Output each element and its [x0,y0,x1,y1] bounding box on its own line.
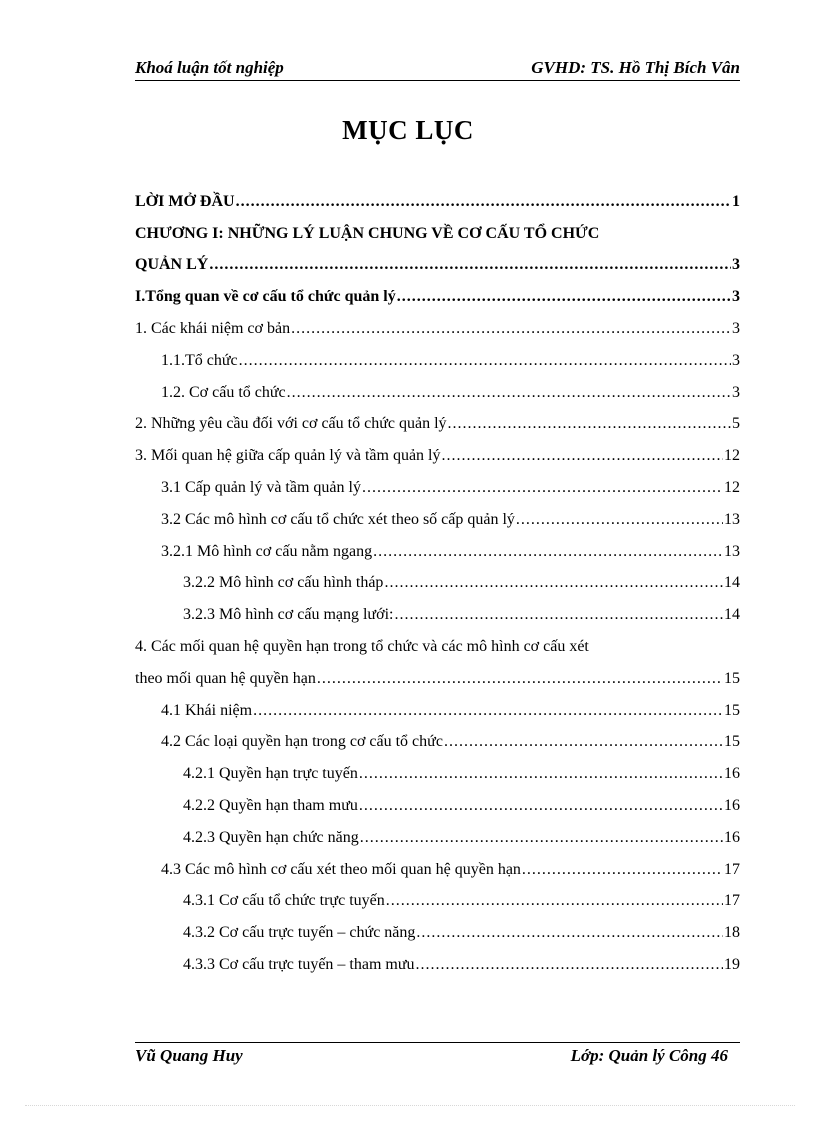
toc-entry-4-cont[interactable] [135,663,740,695]
page-footer [135,1042,740,1069]
toc-entry-page: 16 [724,797,740,815]
toc-entry-page: 12 [724,479,740,497]
toc-entry-page: 3 [732,320,740,338]
toc-entry-text: 2. Những yêu cầu đối với cơ cấu tổ chức quản lý [135,415,447,433]
toc-entry-text: 3. Mối quan hệ giữa cấp quản lý và tầm quản lý [135,447,441,465]
toc-entry-text: 4.3 Các mô hình cơ cấu xét theo mối quan hệ quyền hạn [161,860,521,878]
toc-entry-page: 15 [724,733,740,751]
toc-entry-text: 3.2.1 Mô hình cơ cấu nằm ngang [161,542,373,560]
toc-entry-page: 12 [724,447,740,465]
toc-entry-4-3[interactable] [135,854,740,886]
toc-entry-page: 3 [732,288,740,306]
toc-entry-1-1[interactable] [135,345,740,377]
toc-entry-page: 3 [732,351,740,369]
toc-entry-text: QUẢN LÝ [135,256,209,274]
footer-class: Lớp: Quản lý Công 46 [570,1046,728,1065]
toc-entry-chuong-1-cont[interactable] [135,250,740,282]
toc-entry-4-2[interactable] [135,727,740,759]
toc-entry-page: 13 [724,510,740,528]
toc-entry-text: 1.1.Tổ chức [161,351,238,369]
toc-entry-3-2[interactable] [135,504,740,536]
toc-entry-text: 3.2 Các mô hình cơ cấu tổ chức xét theo số cấp quản lý [161,510,515,528]
toc-entry-text: 4.3.3 Cơ cấu trực tuyến – tham mưu [183,956,415,974]
toc-entry-page: 14 [724,606,740,624]
toc-entry-page: 3 [732,383,740,401]
toc-entry-text: theo mối quan hệ quyền hạn [135,669,316,687]
toc-entry-3-2-3[interactable] [135,599,740,631]
toc-entry-page: 16 [724,765,740,783]
toc-entry-page: 16 [724,828,740,846]
toc-entry-text: 4.2 Các loại quyền hạn trong cơ cấu tổ chức [161,733,443,751]
toc-entry-1[interactable] [135,313,740,345]
toc-entry-page: 1 [732,192,740,210]
toc-entry-page: 19 [724,956,740,974]
table-of-contents [135,186,740,981]
toc-entry-4-1[interactable] [135,695,740,727]
toc-entry-4[interactable] [135,631,740,663]
toc-entry-page: 18 [724,924,740,942]
toc-entry-section-1[interactable] [135,281,740,313]
toc-entry-page: 17 [724,860,740,878]
header-advisor-label: GVHD: TS. Hồ Thị Bích Vân [531,58,740,77]
toc-entry-page: 5 [732,415,740,433]
toc-entry-4-2-3[interactable] [135,822,740,854]
toc-entry-text: 4.2.2 Quyền hạn tham mưu [183,797,358,815]
toc-entry-4-2-1[interactable] [135,758,740,790]
toc-entry-page: 17 [724,892,740,910]
toc-entry-loi-mo-dau[interactable] [135,186,740,218]
toc-entry-text: 4. Các mối quan hệ quyền hạn trong tổ chức và các mô hình cơ cấu xét [135,638,589,656]
toc-entry-text: 4.2.1 Quyền hạn trực tuyến [183,765,358,783]
toc-entry-page: 15 [724,669,740,687]
toc-entry-page: 3 [732,256,740,274]
toc-entry-3[interactable] [135,440,740,472]
toc-entry-3-1[interactable] [135,472,740,504]
toc-entry-text: 4.1 Khái niệm [161,701,253,719]
toc-entry-1-2[interactable] [135,377,740,409]
toc-entry-3-2-1[interactable] [135,536,740,568]
header-thesis-label: Khoá luận tốt nghiệp [135,58,284,77]
toc-entry-text: 1. Các khái niệm cơ bản [135,320,291,338]
toc-entry-page: 13 [724,542,740,560]
toc-entry-text: 4.2.3 Quyền hạn chức năng [183,828,359,846]
toc-entry-4-3-2[interactable] [135,917,740,949]
toc-entry-text: 3.1 Cấp quản lý và tầm quản lý [161,479,361,497]
toc-entry-text: 3.2.3 Mô hình cơ cấu mạng lưới: [183,606,394,624]
page-header [135,56,740,81]
toc-entry-4-3-3[interactable] [135,949,740,981]
toc-entry-4-2-2[interactable] [135,790,740,822]
toc-entry-4-3-1[interactable] [135,886,740,918]
page-title: MỤC LỤC [342,115,474,145]
toc-entry-text: 3.2.2 Mô hình cơ cấu hình tháp [183,574,384,592]
toc-entry-text: LỜI MỞ ĐẦU [135,192,235,210]
toc-entry-page: 15 [724,701,740,719]
toc-entry-chuong-1[interactable] [135,218,740,250]
toc-entry-text: 1.2. Cơ cấu tổ chức [161,383,286,401]
page-edge-divider [25,1105,795,1106]
toc-entry-text: 4.3.2 Cơ cấu trực tuyến – chức năng [183,924,416,942]
toc-entry-2[interactable] [135,409,740,441]
toc-entry-3-2-2[interactable] [135,568,740,600]
footer-author: Vũ Quang Huy [135,1046,243,1065]
toc-entry-page: 14 [724,574,740,592]
toc-entry-text: 4.3.1 Cơ cấu tổ chức trực tuyến [183,892,385,910]
toc-entry-text: CHƯƠNG I: NHỮNG LÝ LUẬN CHUNG VỀ CƠ CẤU TỔ CHỨC [135,224,600,242]
toc-entry-text: I.Tổng quan về cơ cấu tổ chức quản lý [135,288,396,306]
